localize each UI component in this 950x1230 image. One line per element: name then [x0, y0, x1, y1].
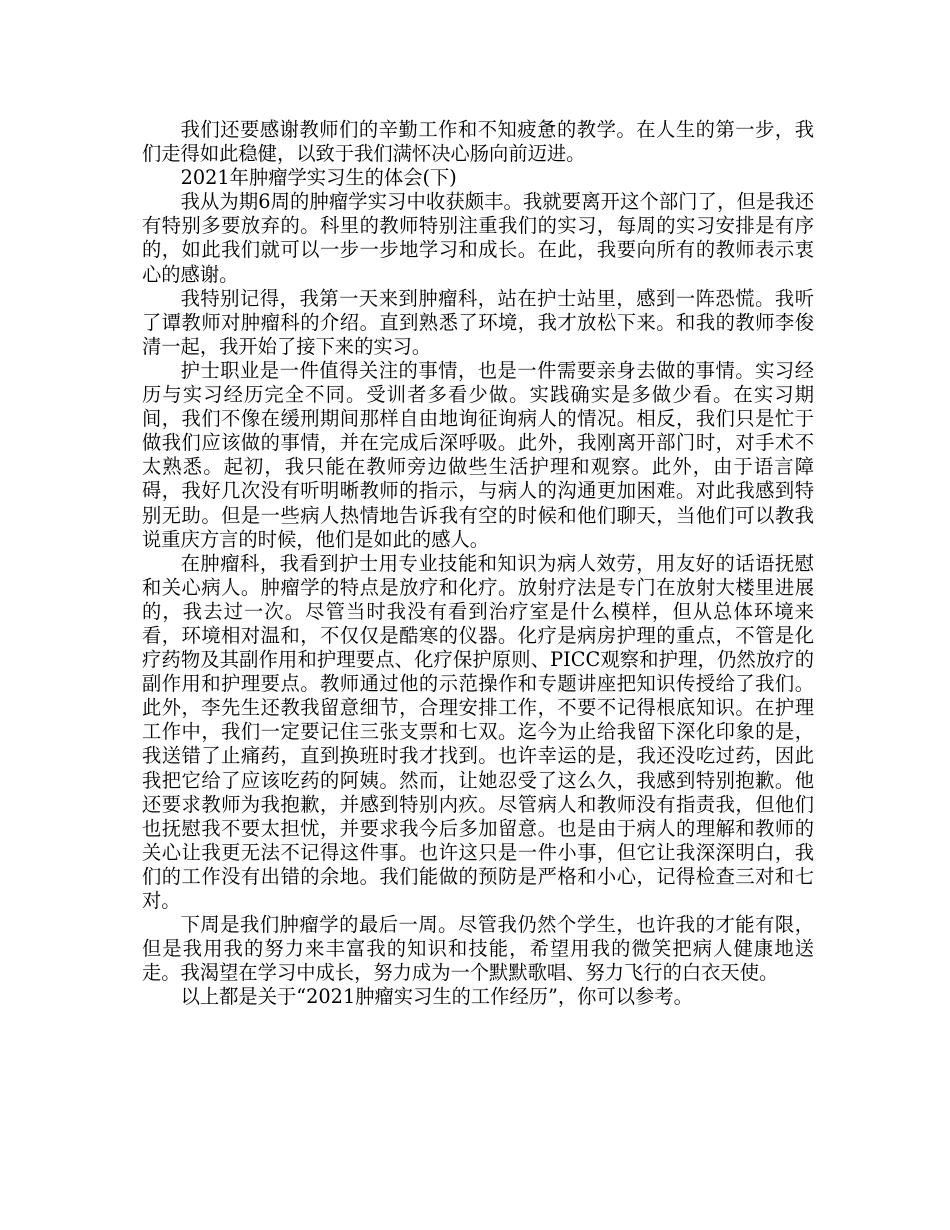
paragraph-first-day: 我特别记得，我第一天来到肿瘤科，站在护士站里，感到一阵恐慌。我听了谭教师对肿瘤科的介绍。直到熟悉了环境，我才放松下来。和我的教师李俊清一起，我开始了接下来的实习。: [142, 286, 814, 358]
paragraph-oncology-department: 在肿瘤科，我看到护士用专业技能和知识为病人效劳，用友好的话语抚慰和关心病人。肿瘤学的特点是放疗和化疗。放射疗法是专门在放射大楼里进展的，我去过一次。尽管当时我没有看到治疗室是什么模样，但从总体环境来看，环境相对温和，不仅仅是酷寒的仪器。化疗是病房护理的重点，不管是化疗药物及其副作用和护理要点、化疗保护原则、PICC观察和护理，仍然放疗的副作用和护理要点。教师通过他的示范操作和专题讲座把知识传授给了我们。此外，李先生还教我留意细节，合理安排工作，不要不记得根底知识。在护理工作中，我们一定要记住三张支票和七双。迄今为止给我留下深化印象的是，我送错了止痛药，直到换班时我才找到。也许幸运的是，我还没吃过药，因此我把它给了应该吃药的阿姨。然而，让她忍受了这么久，我感到特别抱歉。他还要求教师为我抱歉，并感到特别内疚。尽管病人和教师没有指责我，但他们也抚慰我不要太担忧，并要求我今后多加留意。也是由于病人的理解和教师的关心让我更无法不记得这件事。也许这只是一件小事，但它让我深深明白，我们的工作没有出错的余地。我们能做的预防是严格和小心，记得检查三对和七对。: [142, 551, 814, 912]
document-page: [142, 118, 814, 1009]
paragraph-last-week: 下周是我们肿瘤学的最后一周。尽管我仍然个学生，也许我的才能有限，但是我用我的努力来丰富我的知识和技能，希望用我的微笑把病人健康地送走。我渴望在学习中成长，努力成为一个默默歌唱、努力飞行的白衣天使。: [142, 913, 814, 985]
paragraph-intro: 我从为期6周的肿瘤学实习中收获颇丰。我就要离开这个部门了，但是我还有特别多要放弃的。科里的教师特别注重我们的实习，每周的实习安排是有序的，如此我们就可以一步一步地学习和成长。在此，我要向所有的教师表示衷心的感谢。: [142, 190, 814, 286]
paragraph-thanks: 我们还要感谢教师们的辛勤工作和不知疲惫的教学。在人生的第一步，我们走得如此稳健，以致于我们满怀决心肠向前迈进。: [142, 118, 814, 166]
paragraph-closing: 以上都是关于“2021肿瘤实习生的工作经历”，你可以参考。: [180, 985, 693, 1009]
paragraph-nursing-profession: 护士职业是一件值得关注的事情，也是一件需要亲身去做的事情。实习经历与实习经历完全不同。受训者多看少做。实践确实是多做少看。在实习期间，我们不像在缓刑期间那样自由地询征询病人的情况。相反，我们只是忙于做我们应该做的事情，并在完成后深呼吸。此外，我刚离开部门时，对手术不太熟悉。起初，我只能在教师旁边做些生活护理和观察。此外，由于语言障碍，我好几次没有听明晰教师的指示，与病人的沟通更加困难。对此我感到特别无助。但是一些病人热情地告诉我有空的时候和他们聊天，当他们可以教我说重庆方言的时候，他们是如此的感人。: [142, 358, 814, 551]
section-heading: 2021年肿瘤学实习生的体会(下): [180, 166, 457, 190]
